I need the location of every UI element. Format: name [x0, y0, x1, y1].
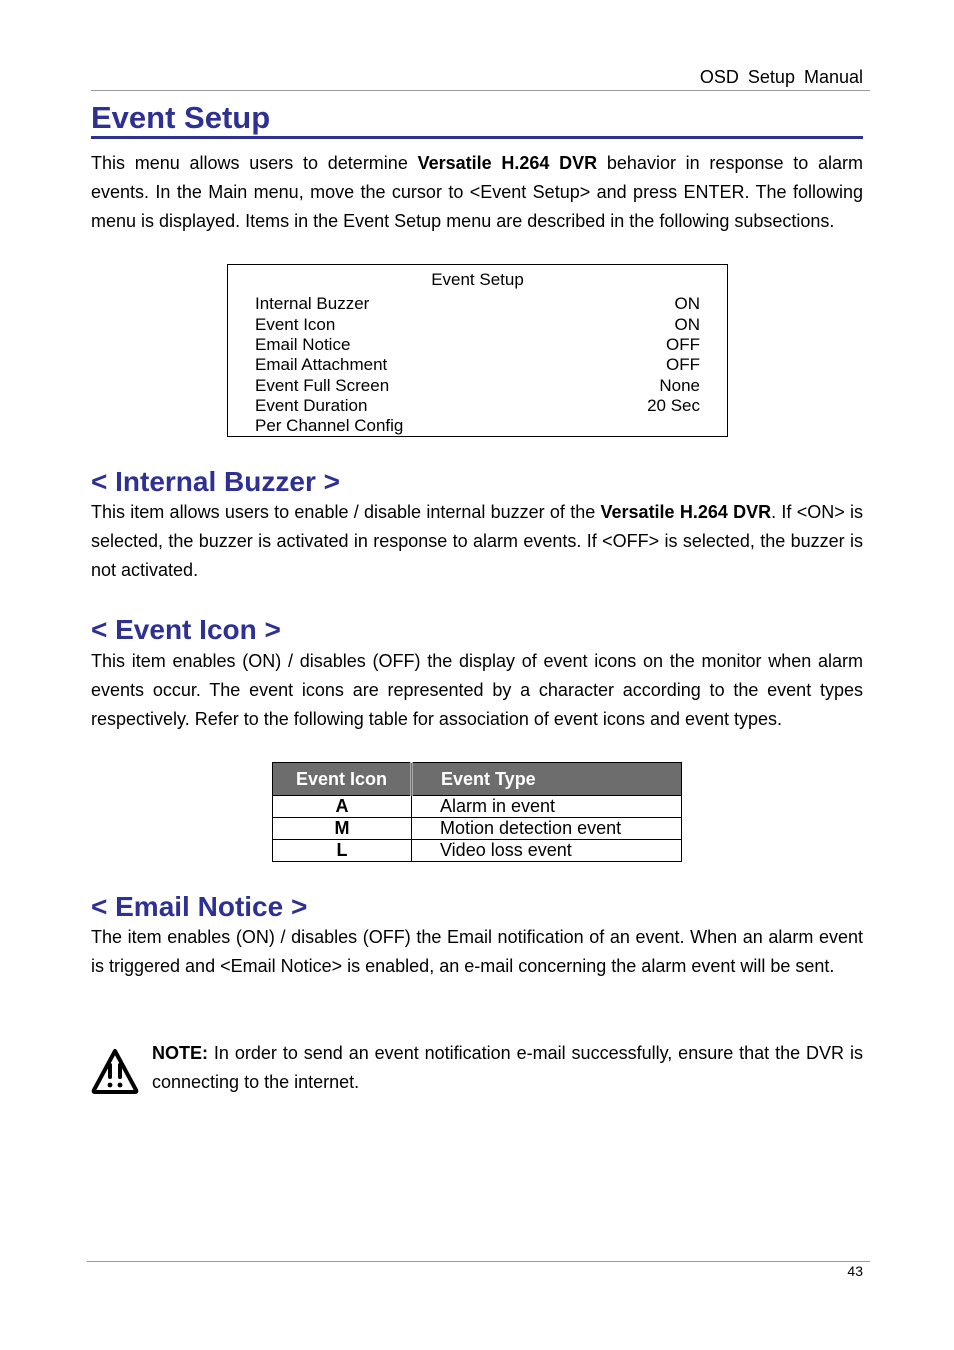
osd-menu-row	[255, 416, 700, 436]
osd-menu-box	[227, 264, 728, 437]
internal-buzzer-paragraph	[91, 498, 863, 585]
column-header-event-icon: Event Icon	[273, 763, 412, 796]
osd-menu-row	[255, 355, 700, 375]
osd-item-label: Email Attachment	[255, 355, 388, 374]
email-notice-paragraph: The item enables (ON) / disables (OFF) the Email notification of an event. When an alarm event is triggered and <Email Notice> is enabled, an e-mail concerning the alarm event will be sent.	[91, 927, 863, 976]
osd-menu-row	[255, 315, 700, 335]
osd-item-label: Per Channel Config	[255, 416, 404, 435]
event-icon-cell: M	[273, 818, 412, 840]
page-title: Event Setup	[91, 100, 863, 139]
buzzer-text-pre: This item allows users to enable / disable internal buzzer of the	[91, 502, 601, 522]
osd-menu-row	[255, 294, 700, 314]
section-heading-event-icon: < Event Icon >	[91, 614, 281, 645]
running-header: OSD Setup Manual	[699, 67, 863, 87]
osd-item-label: Email Notice	[255, 335, 351, 354]
event-icon-cell: A	[273, 796, 412, 818]
osd-item-label: Event Icon	[255, 315, 336, 334]
table-row	[273, 796, 682, 818]
intro-paragraph	[91, 149, 863, 236]
event-type-cell: Motion detection event	[412, 818, 682, 840]
table-row	[273, 818, 682, 840]
buzzer-text-post: . If <ON> is selected, the buzzer is activated in response to alarm events. If <OFF> is selected, the buzzer is not activated.	[91, 502, 863, 580]
section-heading-email-notice: < Email Notice >	[91, 891, 308, 922]
event-type-cell: Alarm in event	[412, 796, 682, 818]
osd-item-label: Event Full Screen	[255, 376, 390, 395]
table-row	[273, 840, 682, 862]
event-icon-cell: L	[273, 840, 412, 862]
osd-item-value: ON	[674, 315, 700, 334]
osd-item-value: 20 Sec	[647, 396, 700, 415]
note-label: NOTE:	[152, 1043, 208, 1063]
intro-text-pre: This menu allows users to determine	[91, 153, 418, 173]
header-rule	[91, 90, 870, 91]
osd-item-label: Internal Buzzer	[255, 294, 370, 313]
footer-rule	[87, 1261, 870, 1262]
note-text: In order to send an event notification e-mail successfully, ensure that the DVR is connecting to the internet.	[152, 1043, 863, 1092]
osd-item-value: ON	[674, 294, 700, 313]
note-paragraph	[152, 1039, 863, 1097]
intro-text-post: behavior in response to alarm events. In the Main menu, move the cursor to <Event Setup> and press ENTER. The following menu is displayed. Items in the Event Setup menu are described in the following subsections.	[91, 153, 863, 231]
page-number: 43	[847, 1263, 863, 1279]
osd-menu-title: Event Setup	[431, 270, 524, 289]
osd-item-label: Event Duration	[255, 396, 368, 415]
buzzer-product-name: Versatile H.264 DVR	[600, 502, 772, 522]
osd-item-value: OFF	[666, 335, 700, 354]
osd-menu-row	[255, 335, 700, 355]
osd-item-value: OFF	[666, 355, 700, 374]
column-header-event-type: Event Type	[412, 763, 682, 796]
section-heading-internal-buzzer: < Internal Buzzer >	[91, 466, 340, 497]
event-icon-table	[272, 762, 682, 862]
intro-product-name: Versatile H.264 DVR	[417, 153, 598, 173]
table-header-row	[273, 763, 682, 796]
osd-menu-row	[255, 376, 700, 396]
event-type-cell: Video loss event	[412, 840, 682, 862]
event-icon-paragraph: This item enables (ON) / disables (OFF) the display of event icons on the monitor when alarm events occur. The event icons are represented by a character according to the event types respectively. Refer to the following table for association of event icons and event types.	[91, 651, 863, 729]
osd-menu-row	[255, 396, 700, 416]
osd-item-value: None	[659, 376, 700, 395]
warning-triangle-icon	[91, 1048, 139, 1094]
